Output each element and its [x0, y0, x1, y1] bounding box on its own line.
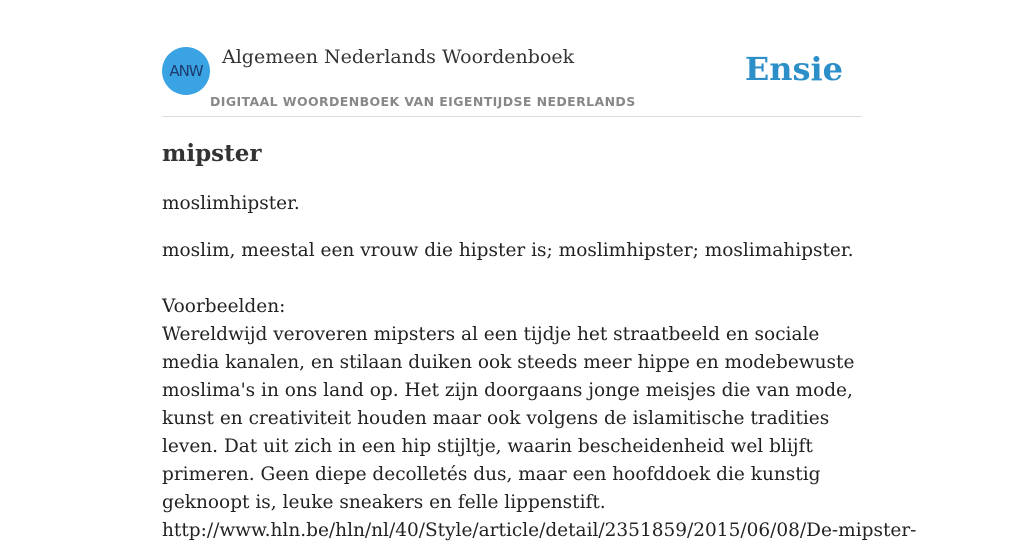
entry-content — [162, 138, 917, 545]
short-definition: moslimhipster. — [162, 193, 300, 214]
site-subtitle: DIGITAAL WOORDENBOEK VAN EIGENTIJDSE NEDERLANDS — [210, 94, 636, 109]
example-text: Wereldwijd veroveren mipsters al een tijdje het straatbeeld en sociale media kanalen, en stilaan duiken ook steeds meer hippe en modebewuste moslima's in ons land op. Het zijn doorgaans jonge meisjes die van mode, kunst en creativiteit houden maar ook volgens de islamitische tradities leven. Dat uit zich in een hip stijltje, waarin bescheidenheid wel blijft primeren. Geen diepe decolletés dus, maar een hoofddoek die kunstig geknoopt is, leuke sneakers en felle lippenstift. — [162, 324, 855, 513]
ensie-brand-link[interactable]: Ensie — [744, 50, 843, 88]
logo-text: ANW — [169, 62, 203, 80]
long-definition: moslim, meestal een vrouw die hipster is; moslimhipster; moslimahipster. — [162, 240, 854, 261]
headword: mipster — [162, 140, 262, 167]
anw-logo[interactable] — [162, 47, 210, 95]
site-title[interactable]: Algemeen Nederlands Woordenboek — [222, 46, 575, 68]
site-header — [162, 0, 862, 117]
examples-heading: Voorbeelden: — [162, 296, 286, 317]
example-source-url[interactable]: http://www.hln.be/hln/nl/40/Style/article/detail/2351859/2015/06/08/De-mipster- — [162, 520, 917, 541]
